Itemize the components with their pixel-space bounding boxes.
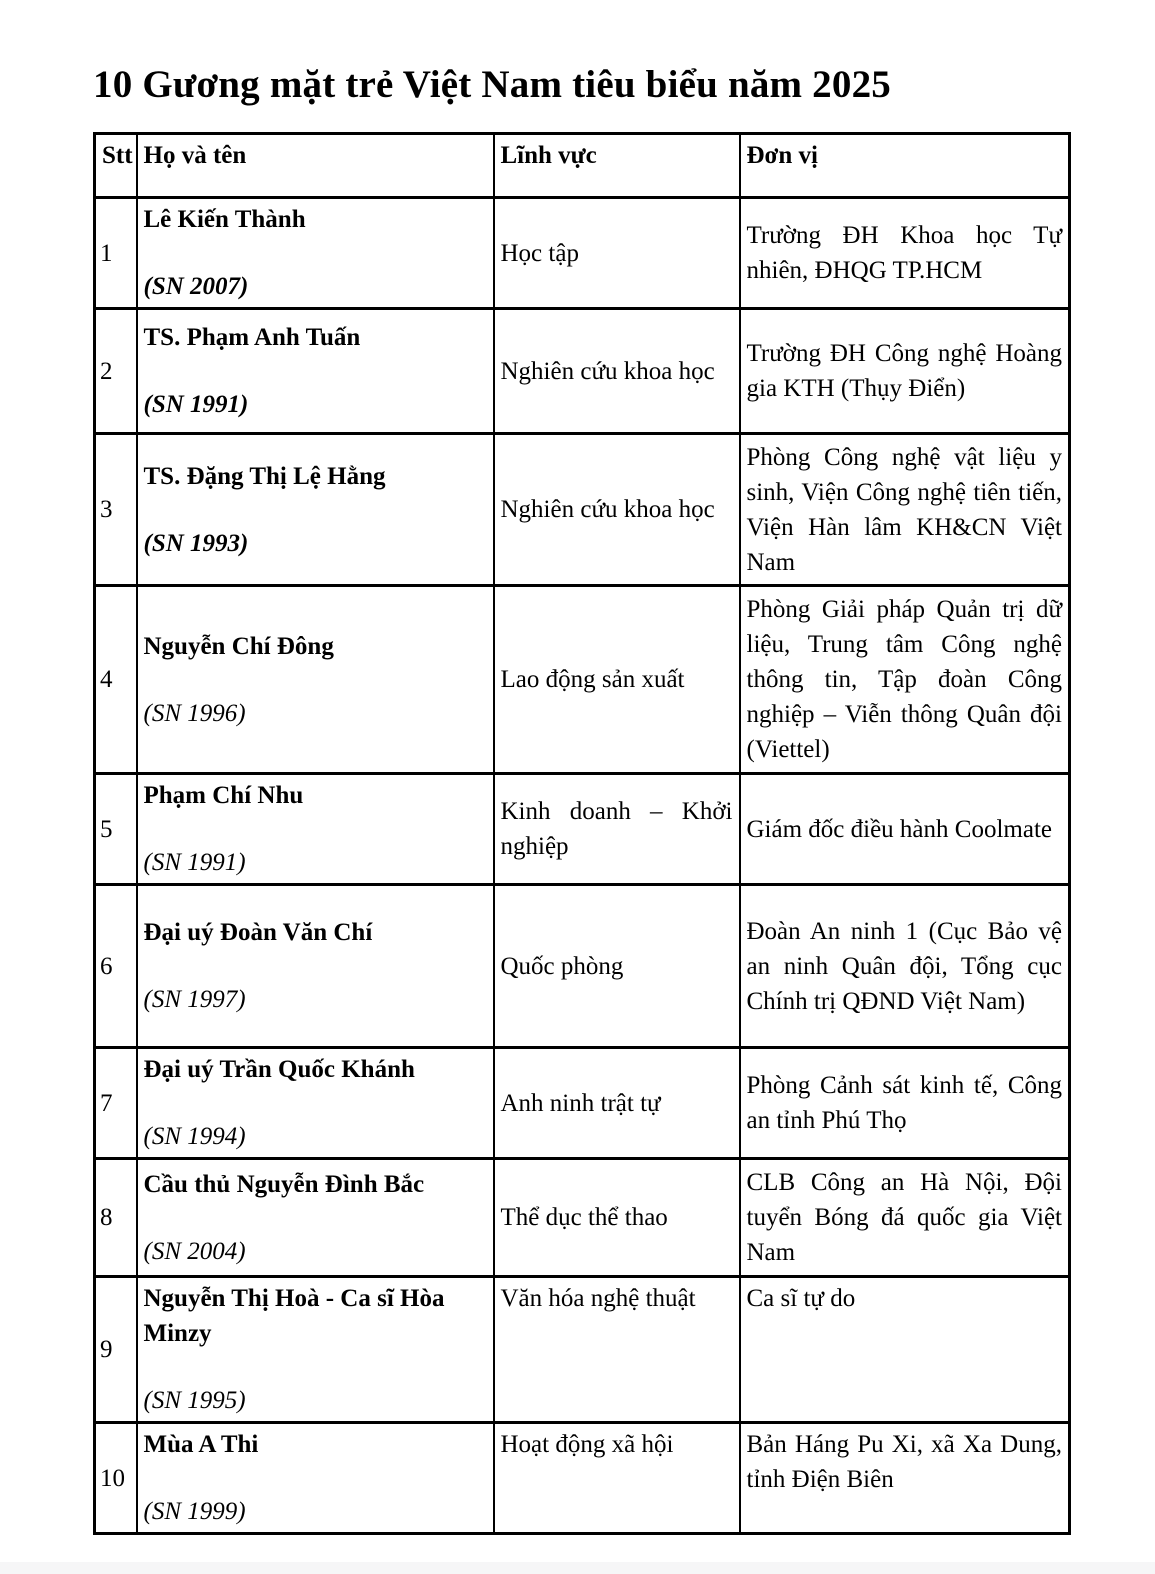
header-row <box>95 134 1070 198</box>
row-number-cell: 4 <box>95 586 137 774</box>
person-name-cell <box>137 1277 494 1423</box>
table-body <box>95 198 1070 1534</box>
unit-cell: CLB Công an Hà Nội, Đội tuyển Bóng đá quốc gia Việt Nam <box>740 1159 1070 1277</box>
header-stt: Stt <box>95 134 137 198</box>
field-cell: Nghiên cứu khoa học <box>494 434 740 586</box>
table-row <box>95 1048 1070 1159</box>
birth-year: (SN 1994) <box>143 1123 246 1151</box>
honorees-table <box>93 132 1071 1535</box>
row-number-cell: 9 <box>95 1277 137 1423</box>
unit-cell: Bản Háng Pu Xi, xã Xa Dung, tỉnh Điện Biên <box>740 1423 1070 1534</box>
person-name: Lê Kiến Thành <box>143 206 306 234</box>
unit-cell: Ca sĩ tự do <box>740 1277 1070 1423</box>
row-number-cell: 10 <box>95 1423 137 1534</box>
row-number-cell: 8 <box>95 1159 137 1277</box>
person-name-cell <box>137 198 494 309</box>
person-name-cell <box>137 774 494 885</box>
field-cell: Hoạt động xã hội <box>494 1423 740 1534</box>
person-name: Mùa A Thi <box>143 1431 259 1459</box>
table-row <box>95 198 1070 309</box>
birth-year: (SN 2007) <box>143 273 249 301</box>
header-unit: Đơn vị <box>740 134 1070 198</box>
person-name: Đại uý Trần Quốc Khánh <box>143 1056 415 1084</box>
person-name-cell <box>137 309 494 434</box>
birth-year: (SN 1991) <box>143 391 249 419</box>
unit-cell: Giám đốc điều hành Coolmate <box>740 774 1070 885</box>
person-name-cell <box>137 1423 494 1534</box>
table-row <box>95 1159 1070 1277</box>
row-number-cell: 7 <box>95 1048 137 1159</box>
birth-year: (SN 1991) <box>143 849 246 877</box>
table-row <box>95 434 1070 586</box>
birth-year: (SN 2004) <box>143 1237 246 1265</box>
header-field: Lĩnh vực <box>494 134 740 198</box>
birth-year: (SN 1996) <box>143 699 246 727</box>
field-cell: Nghiên cứu khoa học <box>494 309 740 434</box>
person-name-cell <box>137 586 494 774</box>
person-name-cell <box>137 885 494 1048</box>
person-name: Nguyễn Thị Hoà - Ca sĩ Hòa Minzy <box>143 1285 445 1348</box>
unit-cell: Trường ĐH Công nghệ Hoàng gia KTH (Thụy Điển) <box>740 309 1070 434</box>
field-cell: Quốc phòng <box>494 885 740 1048</box>
table-row <box>95 885 1070 1048</box>
row-number-cell: 6 <box>95 885 137 1048</box>
field-cell: Anh ninh trật tự <box>494 1048 740 1159</box>
table-row <box>95 309 1070 434</box>
person-name-cell <box>137 1159 494 1277</box>
unit-cell: Đoàn An ninh 1 (Cục Bảo vệ an ninh Quân đội, Tổng cục Chính trị QĐND Việt Nam) <box>740 885 1070 1048</box>
person-name-cell <box>137 434 494 586</box>
person-name: Phạm Chí Nhu <box>143 782 304 810</box>
person-name: TS. Đặng Thị Lệ Hằng <box>143 462 386 490</box>
person-name: Nguyễn Chí Đông <box>143 632 334 660</box>
row-number-cell: 5 <box>95 774 137 885</box>
field-cell: Lao động sản xuất <box>494 586 740 774</box>
row-number-cell: 2 <box>95 309 137 434</box>
field-cell: Kinh doanh – Khởi nghiệp <box>494 774 740 885</box>
birth-year: (SN 1997) <box>143 986 246 1014</box>
field-cell: Thể dục thể thao <box>494 1159 740 1277</box>
birth-year: (SN 1993) <box>143 529 249 557</box>
header-name: Họ và tên <box>137 134 494 198</box>
field-cell: Học tập <box>494 198 740 309</box>
person-name: Cầu thủ Nguyễn Đình Bắc <box>143 1170 425 1198</box>
person-name: TS. Phạm Anh Tuấn <box>143 324 361 352</box>
field-cell: Văn hóa nghệ thuật <box>494 1277 740 1423</box>
row-number-cell: 3 <box>95 434 137 586</box>
table-row <box>95 586 1070 774</box>
birth-year: (SN 1999) <box>143 1498 246 1526</box>
birth-year: (SN 1995) <box>143 1387 246 1415</box>
table-row <box>95 1277 1070 1423</box>
person-name-cell <box>137 1048 494 1159</box>
bottom-strip <box>0 1562 1155 1574</box>
person-name: Đại uý Đoàn Văn Chí <box>143 919 373 947</box>
unit-cell: Phòng Giải pháp Quản trị dữ liệu, Trung tâm Công nghệ thông tin, Tập đoàn Công nghiệp – Viễn thông Quân đội (Viettel) <box>740 586 1070 774</box>
unit-cell: Trường ĐH Khoa học Tự nhiên, ĐHQG TP.HCM <box>740 198 1070 309</box>
row-number-cell: 1 <box>95 198 137 309</box>
table-row <box>95 774 1070 885</box>
table-row <box>95 1423 1070 1534</box>
page-title: 10 Gương mặt trẻ Việt Nam tiêu biểu năm 2025 <box>93 63 891 106</box>
table-header <box>95 134 1070 198</box>
unit-cell: Phòng Cảnh sát kinh tế, Công an tỉnh Phú Thọ <box>740 1048 1070 1159</box>
unit-cell: Phòng Công nghệ vật liệu y sinh, Viện Công nghệ tiên tiến, Viện Hàn lâm KH&CN Việt Nam <box>740 434 1070 586</box>
